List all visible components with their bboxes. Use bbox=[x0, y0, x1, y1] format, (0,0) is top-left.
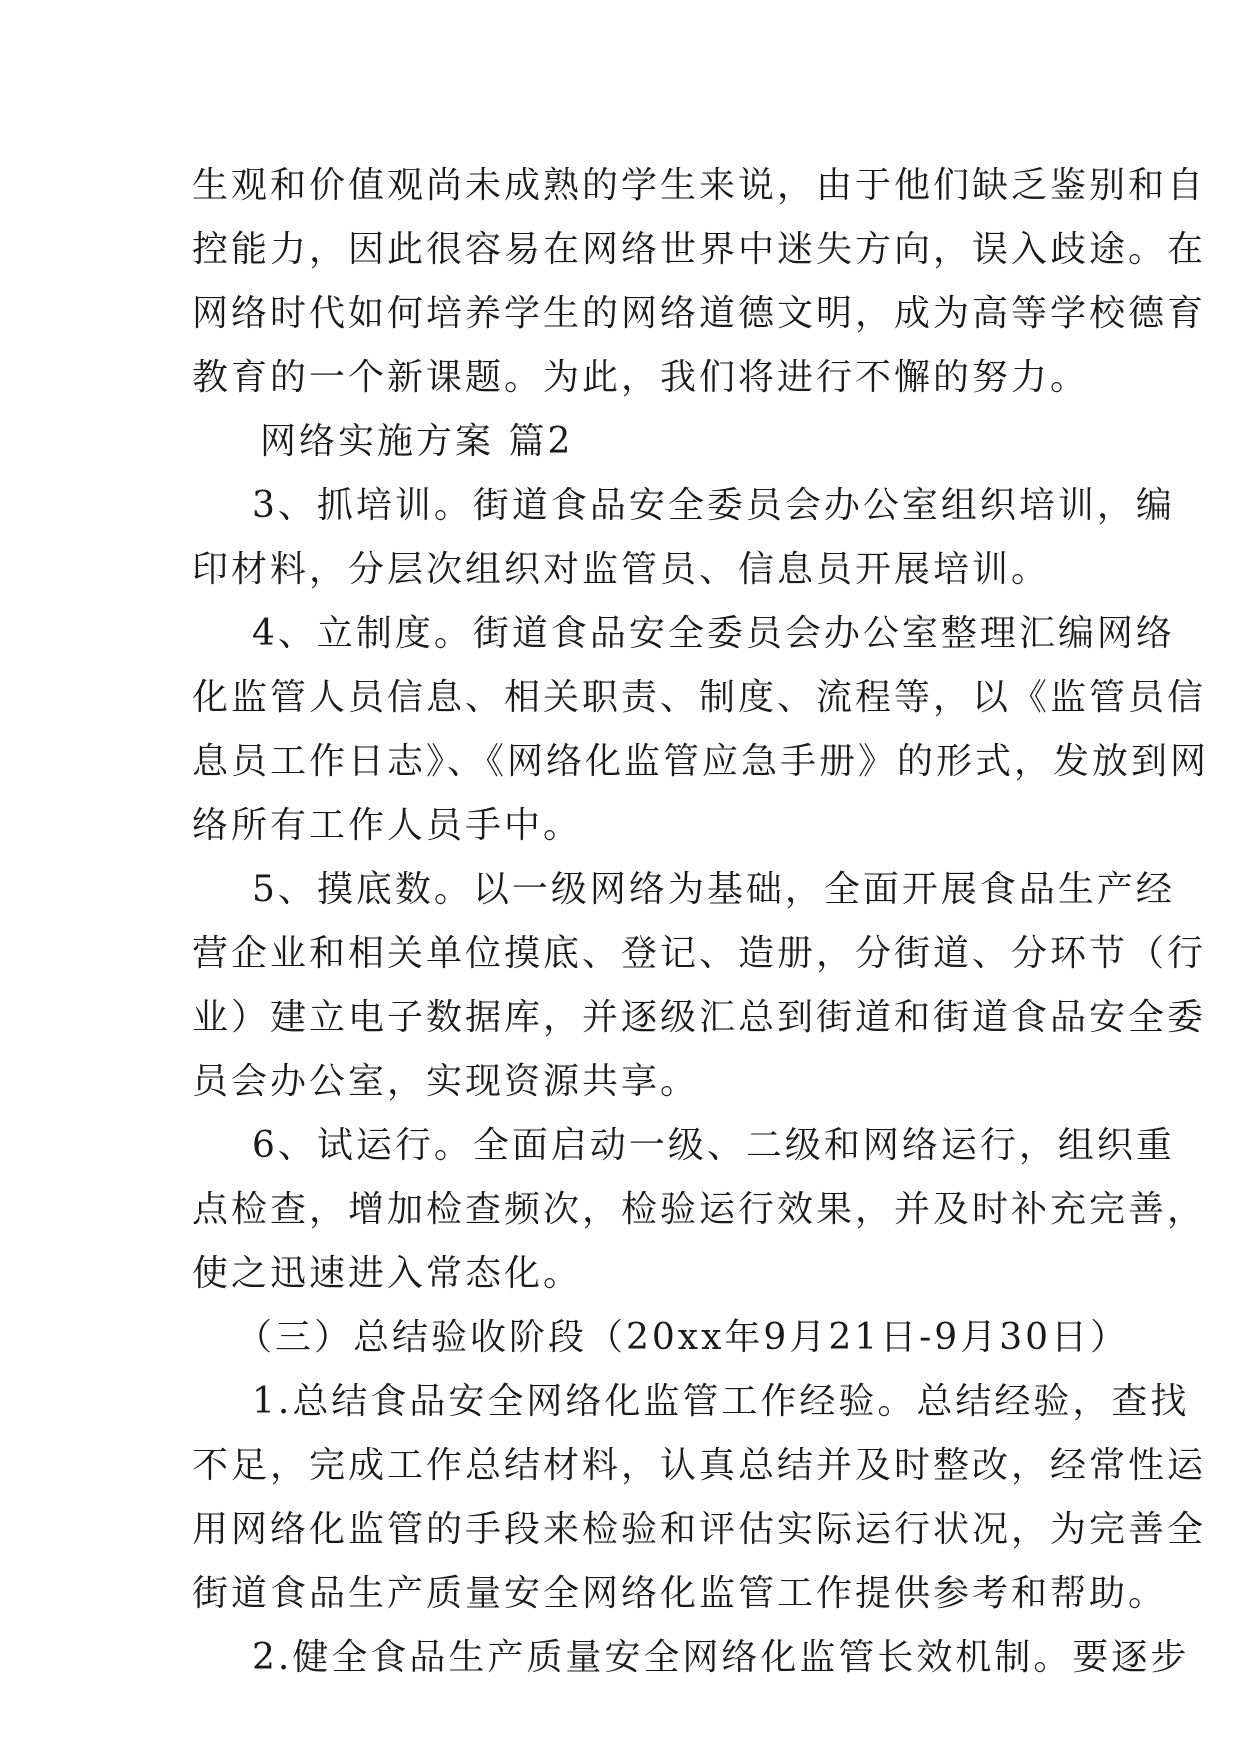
text-line: 员会办公室，实现资源共享。 bbox=[192, 1061, 700, 1102]
text-line: 点检查，增加检查频次，检验运行效果，并及时补充完善， bbox=[192, 1189, 1207, 1230]
text-line: 3、抓培训。街道食品安全委员会办公室组织培训，编 bbox=[252, 485, 1175, 526]
text-line: 使之迅速进入常态化。 bbox=[192, 1253, 583, 1294]
text-line: 生观和价值观尚未成熟的学生来说，由于他们缺乏鉴别和自 bbox=[192, 165, 1207, 206]
document-body bbox=[192, 154, 1210, 1690]
text-line: 用网络化监管的手段来检验和评估实际运行状况，为完善全 bbox=[192, 1509, 1207, 1550]
text-line: 化监管人员信息、相关职责、制度、流程等，以《监管员信 bbox=[192, 677, 1207, 718]
text-line: 控能力，因此很容易在网络世界中迷失方向，误入歧途。在 bbox=[192, 229, 1207, 270]
text-line: 网络时代如何培养学生的网络道德文明，成为高等学校德育 bbox=[192, 293, 1207, 334]
text-line: 4、立制度。街道食品安全委员会办公室整理汇编网络 bbox=[252, 613, 1175, 654]
text-line: 不足，完成工作总结材料，认真总结并及时整改，经常性运 bbox=[192, 1445, 1207, 1486]
text-line: 业）建立电子数据库，并逐级汇总到街道和街道食品安全委 bbox=[192, 997, 1207, 1038]
text-line: 5、摸底数。以一级网络为基础，全面开展食品生产经 bbox=[252, 869, 1175, 910]
text-line: 街道食品生产质量安全网络化监管工作提供参考和帮助。 bbox=[192, 1573, 1168, 1614]
text-line: 教育的一个新课题。为此，我们将进行不懈的努力。 bbox=[192, 357, 1090, 398]
section-heading: （三）总结验收阶段（20xx年9月21日-9月30日） bbox=[236, 1317, 1130, 1358]
text-line: 6、试运行。全面启动一级、二级和网络运行，组织重 bbox=[252, 1125, 1175, 1166]
text-line: 络所有工作人员手中。 bbox=[192, 805, 583, 846]
text-line: 2.健全食品生产质量安全网络化监管长效机制。要逐步 bbox=[252, 1637, 1190, 1678]
text-line: 营企业和相关单位摸底、登记、造册，分街道、分环节（行 bbox=[192, 933, 1207, 974]
text-line: 1.总结食品安全网络化监管工作经验。总结经验，查找 bbox=[252, 1381, 1190, 1422]
section-heading: 网络实施方案 篇2 bbox=[260, 421, 574, 462]
text-line: 息员工作日志》、《网络化监管应急手册》的形式，发放到网 bbox=[192, 741, 1210, 782]
text-line: 印材料，分层次组织对监管员、信息员开展培训。 bbox=[192, 549, 1051, 590]
